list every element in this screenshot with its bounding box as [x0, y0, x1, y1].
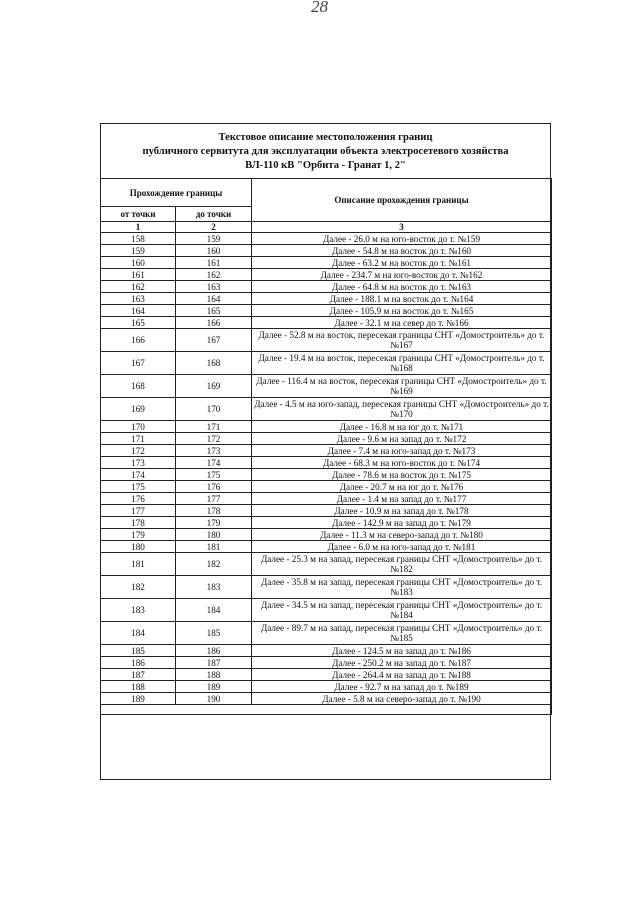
from-point-cell: 174 [101, 469, 176, 481]
title-line: публичного сервитута для эксплуатации объекта электросетевого хозяйства [142, 146, 509, 157]
from-point-cell: 182 [101, 576, 176, 599]
description-cell: Далее - 20.7 м на юг до т. №176 [252, 481, 552, 493]
from-point-cell: 188 [101, 681, 176, 693]
description-cell: Далее - 54.8 м на восток до т. №160 [252, 245, 552, 257]
description-cell: Далее - 264.4 м на запад до т. №188 [252, 669, 552, 681]
from-point-cell: 172 [101, 445, 176, 457]
from-point-cell: 173 [101, 457, 176, 469]
from-point-cell: 162 [101, 281, 176, 293]
title-line: Текстовое описание местоположения границ [218, 132, 433, 143]
from-point-cell: 164 [101, 305, 176, 317]
from-point-cell: 170 [101, 421, 176, 433]
description-cell: Далее - 124.5 м на запад до т. №186 [252, 645, 552, 657]
description-cell: Далее - 34.5 м на запад, пересекая границы СНТ «Домостроитель» до т. №184 [252, 599, 552, 622]
table-row [101, 622, 552, 645]
to-point-cell: 161 [176, 257, 252, 269]
table-row [101, 233, 552, 245]
to-point-cell: 172 [176, 433, 252, 445]
description-cell: Далее - 105.9 м на восток до т. №165 [252, 305, 552, 317]
table-row [101, 445, 552, 457]
table-row [101, 281, 552, 293]
from-point-cell: 180 [101, 541, 176, 553]
to-point-cell: 190 [176, 693, 252, 705]
table-row [101, 375, 552, 398]
title-line: ВЛ-110 кВ "Орбита - Гранат 1, 2" [245, 160, 406, 171]
to-point-cell: 181 [176, 541, 252, 553]
column-number: 1 [101, 222, 176, 233]
document-frame [100, 123, 551, 780]
from-point-cell: 165 [101, 317, 176, 329]
from-point-cell: 176 [101, 493, 176, 505]
table-row [101, 457, 552, 469]
description-cell: Далее - 5.8 м на северо-запад до т. №190 [252, 693, 552, 705]
page-number: 28 [311, 0, 328, 16]
to-point-cell: 167 [176, 329, 252, 352]
description-cell: Далее - 78.6 м на восток до т. №175 [252, 469, 552, 481]
description-cell: Далее - 250.2 м на запад до т. №187 [252, 657, 552, 669]
from-point-cell: 160 [101, 257, 176, 269]
description-cell: Далее - 32.1 м на север до т. №166 [252, 317, 552, 329]
table-body [101, 233, 552, 715]
table-row [101, 245, 552, 257]
description-cell: Далее - 52.8 м на восток, пересекая границы СНТ «Домостроитель» до т. №167 [252, 329, 552, 352]
description-cell: Далее - 89.7 м на запад, пересекая границы СНТ «Домостроитель» до т. №185 [252, 622, 552, 645]
to-point-cell: 186 [176, 645, 252, 657]
description-cell: Далее - 16.8 м на юг до т. №171 [252, 421, 552, 433]
from-point-cell: 169 [101, 398, 176, 421]
table-empty-row [101, 705, 552, 715]
to-point-cell: 160 [176, 245, 252, 257]
to-point-cell: 187 [176, 657, 252, 669]
to-point-cell: 175 [176, 469, 252, 481]
to-point-cell: 188 [176, 669, 252, 681]
from-point-cell: 159 [101, 245, 176, 257]
from-point-cell: 181 [101, 553, 176, 576]
column-number: 3 [252, 222, 552, 233]
table-row [101, 645, 552, 657]
document-title [101, 131, 550, 173]
description-cell: Далее - 188.1 м на восток до т. №164 [252, 293, 552, 305]
description-cell: Далее - 9.6 м на запад до т. №172 [252, 433, 552, 445]
table-row [101, 257, 552, 269]
table-row [101, 529, 552, 541]
from-point-cell: 158 [101, 233, 176, 245]
to-point-cell: 178 [176, 505, 252, 517]
table-row [101, 398, 552, 421]
table-row [101, 681, 552, 693]
table-row [101, 329, 552, 352]
to-point-cell: 168 [176, 352, 252, 375]
to-point-cell: 179 [176, 517, 252, 529]
to-point-cell: 177 [176, 493, 252, 505]
table-row [101, 553, 552, 576]
table-row [101, 481, 552, 493]
description-cell: Далее - 92.7 м на запад до т. №189 [252, 681, 552, 693]
to-point-cell: 180 [176, 529, 252, 541]
from-point-cell: 175 [101, 481, 176, 493]
to-point-cell: 166 [176, 317, 252, 329]
to-point-cell: 184 [176, 599, 252, 622]
from-point-cell: 167 [101, 352, 176, 375]
table-row [101, 505, 552, 517]
to-point-cell: 164 [176, 293, 252, 305]
description-cell: Далее - 4.5 м на юго-запад, пересекая границы СНТ «Домостроитель» до т. №170 [252, 398, 552, 421]
from-point-cell: 184 [101, 622, 176, 645]
to-point-cell: 165 [176, 305, 252, 317]
table-row [101, 421, 552, 433]
header-boundary-passage: Прохождение границы [101, 179, 252, 207]
description-cell: Далее - 26.0 м на юго-восток до т. №159 [252, 233, 552, 245]
to-point-cell: 163 [176, 281, 252, 293]
from-point-cell: 163 [101, 293, 176, 305]
to-point-cell: 183 [176, 576, 252, 599]
from-point-cell: 168 [101, 375, 176, 398]
to-point-cell: 174 [176, 457, 252, 469]
table-row [101, 269, 552, 281]
from-point-cell: 171 [101, 433, 176, 445]
description-cell: Далее - 35.8 м на запад, пересекая границы СНТ «Домостроитель» до т. №183 [252, 576, 552, 599]
from-point-cell: 166 [101, 329, 176, 352]
table-row [101, 352, 552, 375]
to-point-cell: 171 [176, 421, 252, 433]
description-cell: Далее - 68.3 м на юго-восток до т. №174 [252, 457, 552, 469]
from-point-cell: 161 [101, 269, 176, 281]
table-row [101, 317, 552, 329]
to-point-cell: 189 [176, 681, 252, 693]
table-row [101, 541, 552, 553]
description-cell: Далее - 19.4 м на восток, пересекая границы СНТ «Домостроитель» до т. №168 [252, 352, 552, 375]
from-point-cell: 183 [101, 599, 176, 622]
description-cell: Далее - 1.4 м на запад до т. №177 [252, 493, 552, 505]
table-row [101, 576, 552, 599]
description-cell: Далее - 64.8 м на восток до т. №163 [252, 281, 552, 293]
to-point-cell: 185 [176, 622, 252, 645]
header-to-point: до точки [176, 207, 252, 222]
from-point-cell: 186 [101, 657, 176, 669]
to-point-cell: 169 [176, 375, 252, 398]
from-point-cell: 185 [101, 645, 176, 657]
description-cell: Далее - 11.3 м на северо-запад до т. №180 [252, 529, 552, 541]
description-cell: Далее - 25.3 м на запад, пересекая границы СНТ «Домостроитель» до т. №182 [252, 553, 552, 576]
to-point-cell: 182 [176, 553, 252, 576]
to-point-cell: 173 [176, 445, 252, 457]
from-point-cell: 189 [101, 693, 176, 705]
to-point-cell: 170 [176, 398, 252, 421]
from-point-cell: 178 [101, 517, 176, 529]
description-cell: Далее - 116.4 м на восток, пересекая границы СНТ «Домостроитель» до т. №169 [252, 375, 552, 398]
table-row [101, 305, 552, 317]
description-cell: Далее - 10.9 м на запад до т. №178 [252, 505, 552, 517]
to-point-cell: 162 [176, 269, 252, 281]
to-point-cell: 159 [176, 233, 252, 245]
from-point-cell: 179 [101, 529, 176, 541]
table-row [101, 599, 552, 622]
description-cell: Далее - 234.7 м на юго-восток до т. №162 [252, 269, 552, 281]
table-row [101, 469, 552, 481]
empty-cell [101, 705, 552, 715]
description-cell: Далее - 142.9 м на запад до т. №179 [252, 517, 552, 529]
table-row [101, 693, 552, 705]
from-point-cell: 177 [101, 505, 176, 517]
table-row [101, 657, 552, 669]
header-description: Описание прохождения границы [252, 179, 552, 222]
table-row [101, 493, 552, 505]
description-cell: Далее - 63.2 м на восток до т. №161 [252, 257, 552, 269]
table-row [101, 433, 552, 445]
to-point-cell: 176 [176, 481, 252, 493]
description-cell: Далее - 7.4 м на юго-запад до т. №173 [252, 445, 552, 457]
boundary-table [100, 178, 552, 715]
column-number: 2 [176, 222, 252, 233]
from-point-cell: 187 [101, 669, 176, 681]
description-cell: Далее - 6.0 м на юго-запад до т. №181 [252, 541, 552, 553]
header-from-point: от точки [101, 207, 176, 222]
table-row [101, 293, 552, 305]
table-row [101, 517, 552, 529]
table-row [101, 669, 552, 681]
